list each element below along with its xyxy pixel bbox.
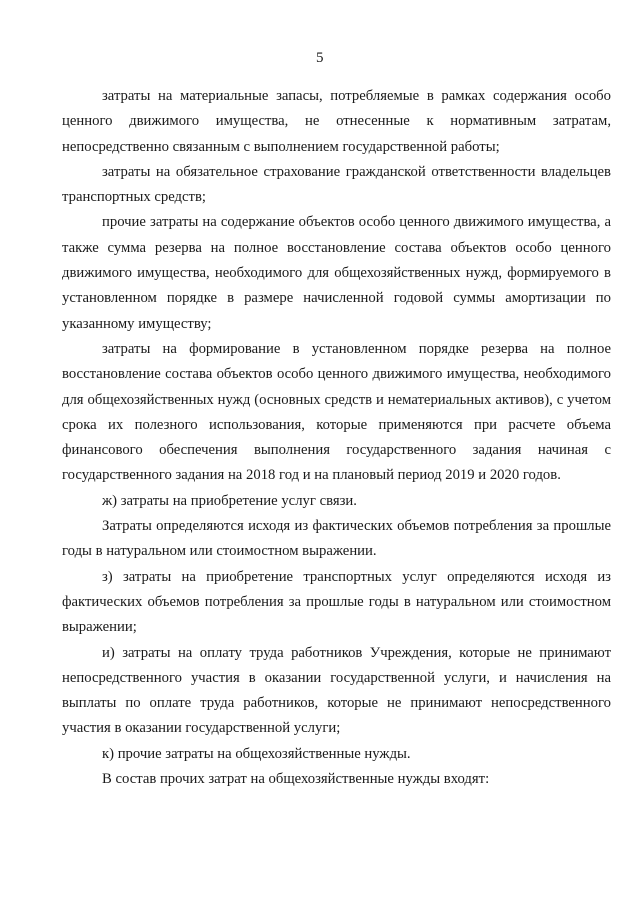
paragraph-item-zh: ж) затраты на приобретение услуг связи.	[102, 492, 357, 509]
page-number: 5	[316, 50, 324, 66]
paragraph-communication-costs: Затраты определяются исходя из фактических объемов потребления за прошлые годы в натуральном или стоимостном выражении.	[62, 518, 611, 560]
paragraph-item-i: и) затраты на оплату труда работников Учреждения, которые не принимают непосредственного участия в оказании государственной услуги, и начисления на выплаты по оплате труда работников, которые не принимают непосредственного участия в оказании государственной услуги;	[62, 644, 611, 737]
paragraph-vehicle-insurance: затраты на обязательное страхование гражданской ответственности владельцев транспортных средств;	[62, 163, 611, 206]
paragraph-other-maintenance-costs: прочие затраты на содержание объектов особо ценного движимого имущества, а также сумма резерва на полное восстановление состава объектов особо ценного движимого имущества, необходимого для общехозяйственных нужд, формируемого в установленном порядке в размере начисленной годовой суммы амортизации по указанному имуществу;	[62, 214, 611, 332]
paragraph-composition-intro: В состав прочих затрат на общехозяйственные нужды входят:	[102, 771, 490, 788]
paragraph-item-z: з) затраты на приобретение транспортных услуг определяются исходя из фактических объемов потребления за прошлые годы в натуральном или стоимостном выражении;	[62, 568, 611, 636]
document-body	[62, 84, 611, 792]
paragraph-reserve-formation: затраты на формирование в установленном порядке резерва на полное восстановление состава объектов особо ценного движимого имущества, необходимого для общехозяйственных нужд (основных средств и нематериальных активов), с учетом срока их полезного использования, которые применяются при расчете объема финансового обеспечения выполнения государственного задания начиная с государственного задания на 2018 год и на плановый период 2019 и 2020 годов.	[62, 340, 611, 484]
paragraph-item-k: к) прочие затраты на общехозяйственные нужды.	[102, 745, 411, 762]
paragraph-material-reserves: затраты на материальные запасы, потребляемые в рамках содержания особо ценного движимого имущества, не отнесенные к нормативным затратам, непосредственно связанным с выполнением государственной работы;	[62, 88, 611, 155]
